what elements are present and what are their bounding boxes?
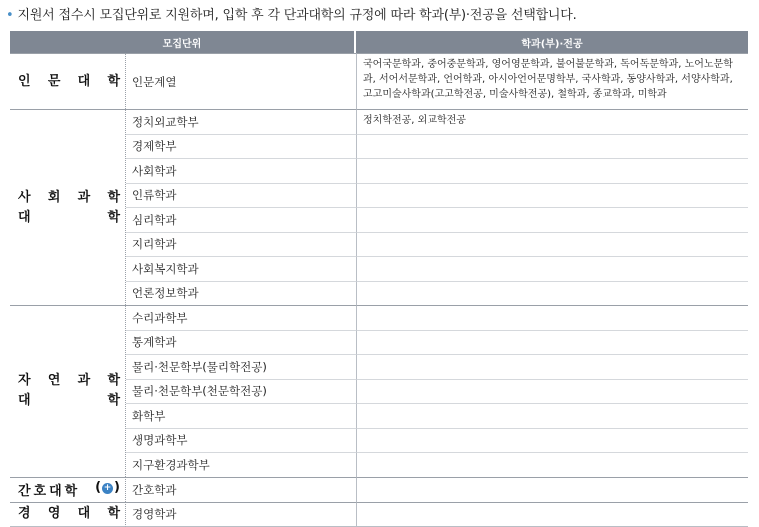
dept-row: 인문계열	[126, 53, 356, 109]
major-cell	[356, 207, 748, 232]
major-cell: 국어국문학과, 중어중문학과, 영어영문학과, 불어불문학과, 독어독문학과, 노어노문학과, 서어서문학과, 언어학과, 아시아언어문명학부, 국사학과, 동양사학과, 서양사학과, 고고미술사학과(고고학전공, 미술사학전공), 철학과, 종교학과, 미학과	[356, 53, 748, 109]
bullet-icon: •	[6, 8, 14, 23]
college-nursing: 간호대학 ( + )	[10, 477, 126, 502]
dept-row: 심리학과	[126, 207, 356, 232]
note-text: 지원서 접수시 모집단위로 지원하며, 입학 후 각 단과대학의 규정에 따라 학과(부)·전공을 선택합니다.	[17, 8, 577, 23]
major-cell	[356, 134, 748, 159]
dept-row: 생명과학부	[126, 428, 356, 453]
major-cell	[356, 232, 748, 257]
major-cell	[356, 281, 748, 306]
college-business: 경 영 대 학	[10, 502, 126, 527]
dept-row: 경제학부	[126, 134, 356, 159]
dept-row: 지구환경과학부	[126, 452, 356, 477]
college-natural-sciences: 자 연 과 학 대 학	[10, 305, 126, 477]
major-cell	[356, 330, 748, 355]
dept-row: 화학부	[126, 403, 356, 428]
college-social-sciences: 사 회 과 학 대 학	[10, 109, 126, 305]
dept-row: 수리과학부	[126, 305, 356, 330]
dept-row: 간호학과	[126, 477, 356, 502]
major-cell	[356, 428, 748, 453]
header-recruit-unit: 모집단위	[10, 31, 356, 53]
plus-icon: +	[103, 483, 112, 493]
dept-row: 사회복지학과	[126, 256, 356, 281]
major-cell	[356, 379, 748, 404]
major-cell	[356, 452, 748, 477]
recruitment-table	[10, 31, 748, 527]
dept-row: 인류학과	[126, 183, 356, 208]
major-cell	[356, 502, 748, 527]
major-cell	[356, 183, 748, 208]
major-cell	[356, 256, 748, 281]
instruction-note	[6, 4, 577, 23]
dept-row: 통계학과	[126, 330, 356, 355]
major-cell: 정치학전공, 외교학전공	[356, 109, 748, 134]
major-cell	[356, 477, 748, 502]
major-cell	[356, 403, 748, 428]
dept-row: 정치외교학부	[126, 109, 356, 134]
dept-row: 사회학과	[126, 158, 356, 183]
major-cell	[356, 158, 748, 183]
dept-row: 물리·천문학부(천문학전공)	[126, 379, 356, 404]
major-cell	[356, 305, 748, 330]
dept-row: 언론정보학과	[126, 281, 356, 306]
college-humanities: 인 문 대 학	[10, 53, 126, 109]
dept-row: 경영학과	[126, 502, 356, 527]
dept-row: 물리·천문학부(물리학전공)	[126, 354, 356, 379]
header-dept-major: 학과(부)·전공	[356, 31, 748, 53]
major-cell	[356, 354, 748, 379]
dept-row: 지리학과	[126, 232, 356, 257]
